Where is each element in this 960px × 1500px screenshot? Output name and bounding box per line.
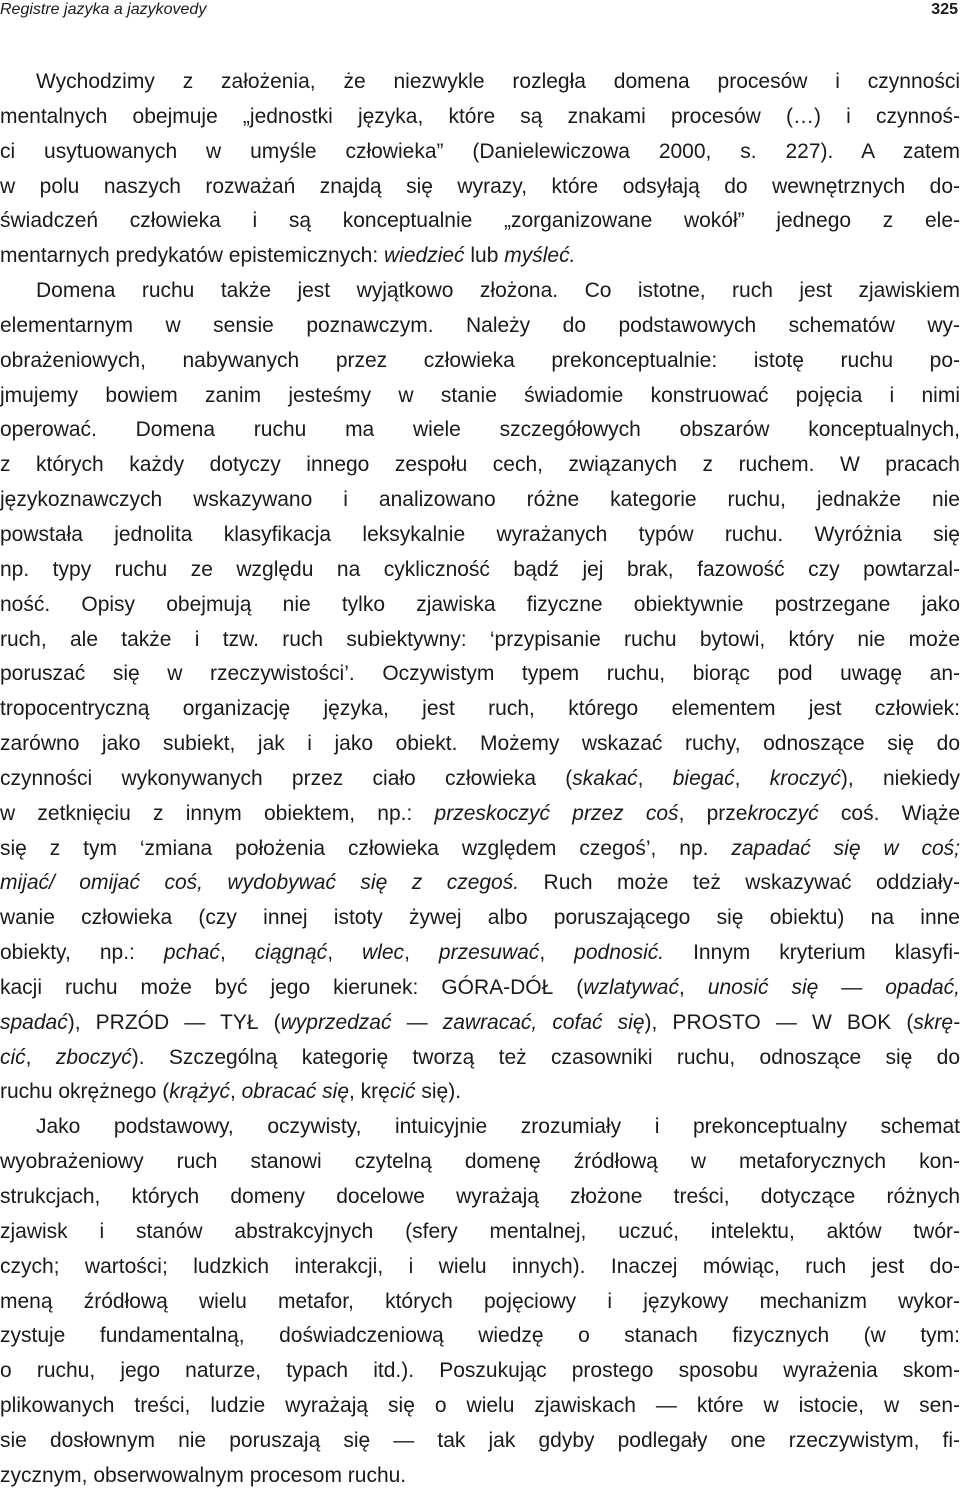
text-line: czych; wartości; ludzkich interakcji, i wielu innych). Inaczej mówiąc, ruch jest do- <box>0 1254 960 1278</box>
text-line: mijać/ omijać coś, wydobywać się z czegoś. Ruch może też wskazywać oddziały- <box>0 871 960 895</box>
text-line: wanie człowieka (czy innej istoty żywej albo poruszającego się obiektu) na inne <box>0 906 960 930</box>
text-line: czynności wykonywanych przez ciało człowieka (skakać, biegać, kroczyć), niekiedy <box>0 766 960 790</box>
body-text <box>0 65 960 1494</box>
text-line: w polu naszych rozważań znajdą się wyrazy, które odsyłają do wewnętrznych do- <box>0 174 960 198</box>
text-line: Domena ruchu także jest wyjątkowo złożona. Co istotne, ruch jest zjawiskiem <box>36 279 960 303</box>
text-line: Jako podstawowy, oczywisty, intuicyjnie zrozumiały i prekonceptualny schemat <box>36 1115 960 1139</box>
running-header <box>0 0 960 20</box>
text-line: zarówno jako subiekt, jak i jako obiekt. Możemy wskazać ruchy, odnoszące się do <box>0 732 960 756</box>
text-line: obrażeniowych, nabywanych przez człowieka prekonceptualnie: istotę ruchu po- <box>0 348 960 372</box>
text-line: ruchu okrężnego (krążyć, obracać się, kręcić się). <box>0 1080 462 1104</box>
paragraph <box>0 65 960 1110</box>
text-line: poruszać się w rzeczywistości’. Oczywistym typem ruchu, biorąc pod uwagę an- <box>0 662 960 686</box>
text-line: świadczeń człowieka i są konceptualnie „zorganizowane wokół” jednego z ele- <box>0 209 960 233</box>
text-line: językoznawczych wskazywano i analizowano różne kategorie ruchu, jednakże nie <box>0 488 960 512</box>
text-line: cić, zboczyć). Szczególną kategorię tworzą też czasowniki ruchu, odnoszące się do <box>0 1045 960 1069</box>
text-line: zystuje fundamentalną, doświadczeniową wiedzę o stanach fizycznych (w tym: <box>0 1324 960 1348</box>
text-line: obiekty, np.: pchać, ciągnąć, wlec, przesuwać, podnosić. Innym kryterium klasyfi- <box>0 941 960 965</box>
text-line: meną źródłową wielu metafor, których pojęciowy i językowy mechanizm wykor- <box>0 1289 960 1313</box>
text-line: mentarnych predykatów epistemicznych: wiedzieć lub myśleć. <box>0 244 576 268</box>
text-line: powstała jednolita klasyfikacja leksykalnie wyrażanych typów ruchu. Wyróżnia się <box>0 522 960 546</box>
text-line: ci usytuowanych w umyśle człowieka” (Danielewiczowa 2000, s. 227). A zatem <box>0 139 960 163</box>
text-line: plikowanych treści, ludzie wyrażają się o wielu zjawiskach — które w istocie, w sen- <box>0 1394 960 1418</box>
text-line: ruch, ale także i tzw. ruch subiektywny: ‘przypisanie ruchu bytowi, który nie może <box>0 627 960 651</box>
text-line: strukcjach, których domeny docelowe wyrażają złożone treści, dotyczące różnych <box>0 1185 960 1208</box>
paragraph <box>0 1110 960 1493</box>
text-line: np. typy ruchu ze względu na cykliczność bądź jej brak, fazowość czy powtarzal- <box>0 557 960 581</box>
text-line: zycznym, obserwowalnym procesom ruchu. <box>0 1463 407 1487</box>
text-line: operować. Domena ruchu ma wiele szczegółowych obszarów konceptualnych, <box>0 418 960 442</box>
text-line: się z tym ‘zmiana położenia człowieka względem czegoś’, np. zapadać się w coś; <box>0 836 960 860</box>
text-line: jmujemy bowiem zanim jesteśmy w stanie świadomie konstruować pojęcia i nimi <box>0 383 960 407</box>
text-line: z których każdy dotyczy innego zespołu cech, związanych z ruchem. W pracach <box>0 453 960 477</box>
text-line: Wychodzimy z założenia, że niezwykle rozległa domena procesów i czynności <box>36 70 960 93</box>
text-line: mentalnych obejmuje „jednostki języka, które są znakami procesów (…) i czynnoś- <box>0 104 960 128</box>
text-line: sie dosłownym nie poruszają się — tak jak gdyby podlegały one rzeczywistym, fi- <box>0 1428 960 1452</box>
text-line: wyobrażeniowy ruch stanowi czytelną domenę źródłową w metaforycznych kon- <box>0 1150 960 1174</box>
text-line: ność. Opisy obejmują nie tylko zjawiska fizyczne obiektywnie postrzegane jako <box>0 592 960 616</box>
text-line: spadać), PRZÓD — TYŁ (wyprzedzać — zawracać, cofać się), PROSTO — W BOK (skrę- <box>0 1010 960 1034</box>
text-line: tropocentryczną organizację języka, jest ruch, którego elementem jest człowiek: <box>0 697 960 721</box>
text-line: w zetknięciu z innym obiektem, np.: przeskoczyć przez coś, przekroczyć coś. Wiąże <box>0 801 960 825</box>
journal-title: Registre jazyka a jazykovedy <box>0 1 207 18</box>
text-line: kacji ruchu może być jego kierunek: GÓRA-DÓŁ (wzlatywać, unosić się — opadać, <box>0 975 960 999</box>
text-line: elementarnym w sensie poznawczym. Należy do podstawowych schematów wy- <box>0 313 960 337</box>
text-line: zjawisk i stanów abstrakcyjnych (sfery mentalnej, uczuć, intelektu, aktów twór- <box>0 1219 960 1243</box>
text-line: o ruchu, jego naturze, typach itd.). Poszukując prostego sposobu wyrażenia skom- <box>0 1359 960 1383</box>
page-number: 325 <box>931 1 958 18</box>
